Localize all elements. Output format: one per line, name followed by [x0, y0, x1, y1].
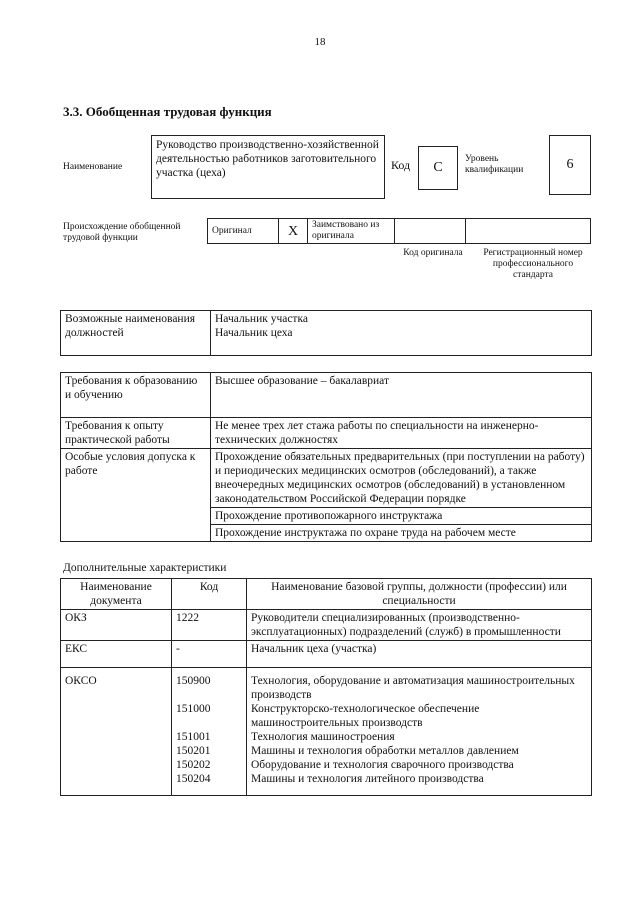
special-condition-3: Прохождение инструктажа по охране труда на рабочем месте [211, 525, 592, 542]
page-number: 18 [314, 36, 326, 48]
okz-name: Руководители специализированных (производственно-эксплуатационных) подразделений (служб) в промышленности [247, 610, 592, 641]
original-code-cell [395, 219, 466, 244]
table-row [61, 641, 592, 668]
education-value: Высшее образование – бакалавриат [211, 373, 592, 418]
level-value-field: 6 [549, 135, 591, 195]
header-document: Наименование документа [61, 579, 172, 610]
special-condition-1: Прохождение обязательных предварительных (при поступлении на работу) и периодических медицинских осмотров (обследований), а также внеочередных медицинских осмотров (обследований) в установленном законодательством Российской Федерации порядке [211, 449, 592, 508]
name-label: Наименование [63, 162, 123, 172]
borrowed-label: Заимствовано из оригинала [308, 219, 395, 244]
okz-doc: ОКЗ [61, 610, 172, 641]
okso-name-2: Конструкторско-технологическое обеспечение машиностроительных производств [251, 703, 480, 729]
section-title: 3.3. Обобщенная трудовая функция [63, 104, 272, 119]
original-code-label: Код оригинала [403, 248, 463, 258]
code-value-field: C [418, 146, 458, 190]
original-mark: X [279, 219, 308, 244]
characteristics-table [60, 578, 592, 796]
positions-label: Возможные наименования должностей [61, 311, 211, 356]
okso-code-2: 151000 [176, 703, 211, 715]
reg-number-label: Регистрационный номер профессионального стандарта [483, 248, 583, 280]
eks-name: Начальник цеха (участка) [247, 641, 592, 668]
additional-title: Дополнительные характеристики [63, 562, 227, 574]
positions-table [60, 310, 592, 356]
okso-code-4: 150201 [176, 745, 211, 757]
okso-code-1: 150900 [176, 675, 211, 687]
function-name-field: Руководство производственно-хозяйственной деятельностью работников заготовительного участка (цеха) [151, 135, 385, 199]
okso-name-1: Технология, оборудование и автоматизация машиностроительных производств [251, 675, 575, 701]
eks-doc: ЕКС [61, 641, 172, 668]
original-label: Оригинал [208, 219, 279, 244]
table-row [61, 610, 592, 641]
okso-code-6: 150204 [176, 773, 211, 785]
level-label: Уровень квалификации [465, 154, 524, 175]
okso-codes [172, 668, 247, 796]
code-label: Код [391, 158, 411, 172]
experience-value: Не менее трех лет стажа работы по специальности на инженерно-технических должностях [211, 418, 592, 449]
origin-table [207, 218, 591, 244]
okso-name-5: Оборудование и технология сварочного производства [251, 759, 514, 771]
position-1: Начальник участка [215, 313, 308, 325]
header-name: Наименование базовой группы, должности (профессии) или специальности [247, 579, 592, 610]
eks-code: - [172, 641, 247, 668]
experience-label: Требования к опыту практической работы [61, 418, 211, 449]
position-2: Начальник цеха [215, 327, 293, 339]
special-condition-2: Прохождение противопожарного инструктажа [211, 508, 592, 525]
okso-name-3: Технология машиностроения [251, 731, 395, 743]
okso-doc: ОКСО [61, 668, 172, 796]
okso-names [247, 668, 592, 796]
okz-code: 1222 [172, 610, 247, 641]
requirements-table [60, 372, 592, 542]
okso-code-5: 150202 [176, 759, 211, 771]
reg-number-cell [466, 219, 591, 244]
origin-label: Происхождение обобщенной трудовой функции [63, 222, 181, 243]
table-row [61, 668, 592, 796]
okso-name-6: Машины и технология литейного производства [251, 773, 484, 785]
special-conditions-label: Особые условия допуска к работе [61, 449, 211, 542]
okso-name-4: Машины и технология обработки металлов давлением [251, 745, 519, 757]
okso-code-3: 151001 [176, 731, 211, 743]
positions-value [211, 311, 592, 356]
education-label: Требования к образованию и обучению [61, 373, 211, 418]
header-code: Код [172, 579, 247, 610]
